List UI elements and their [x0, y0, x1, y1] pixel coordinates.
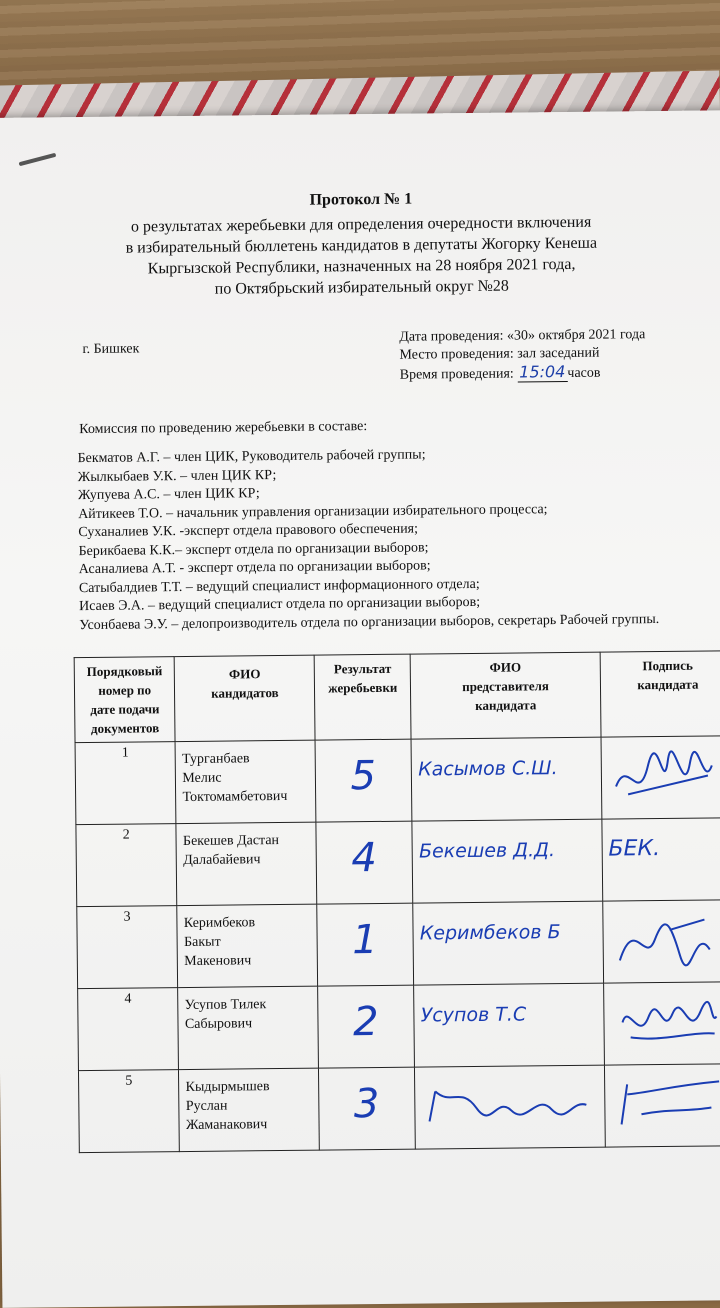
time-prefix: Время проведения:	[399, 366, 514, 383]
candidate-signature	[601, 736, 720, 819]
draw-result	[317, 903, 414, 986]
signature-scribble	[421, 1075, 592, 1137]
candidate-signature	[602, 818, 720, 901]
document-title: Протокол № 1	[309, 190, 413, 209]
subtitle-line: о результатах жеребьевки для определения очередности включения	[130, 213, 592, 236]
candidate-name: Керимбеков Бакыт Макенович	[177, 904, 318, 987]
header-signature: Подпись кандидата	[600, 651, 720, 737]
subtitle-line: в избирательный бюллетень кандидатов в депутаты Жогорку Кенеша	[125, 234, 598, 257]
row-number: 2	[76, 824, 177, 907]
header-name: ФИО кандидатов	[175, 655, 316, 741]
representative-handwritten: Керимбеков Б	[419, 921, 561, 945]
commission-members	[77, 444, 659, 635]
signature-handwritten: БЕК.	[608, 836, 661, 862]
table-row	[78, 982, 720, 1071]
protocol-document	[0, 110, 720, 1308]
member-line: Берикбаева К.К.– эксперт отдела по организации выборов;	[78, 539, 429, 559]
member-line: Асаналиева А.Т. - эксперт отдела по организации выборов;	[78, 558, 431, 578]
signature-scribble	[611, 1073, 720, 1134]
member-line: Усонбаева Э.У. – делопроизводитель отдела по организации выборов, секретарь Рабочей группы.	[79, 611, 660, 633]
table-row	[77, 900, 720, 989]
candidate-name: Турганбаев Мелис Токтомамбетович	[175, 740, 316, 823]
row-number: 1	[75, 742, 176, 825]
result-handwritten: 3	[353, 1080, 381, 1128]
member-line: Жупуева А.С. – член ЦИК КР;	[77, 486, 260, 504]
table-row	[75, 736, 720, 825]
subtitle-line: по Октябрьский избирательный округ №28	[214, 277, 509, 298]
subtitle-line: Кыргызской Республики, назначенных на 28 ноября 2021 года,	[147, 255, 576, 278]
header-representative: ФИО представителя кандидата	[410, 652, 600, 739]
representative-name	[412, 819, 602, 903]
candidate-name: Бекешев Дастан Далабайевич	[176, 822, 317, 905]
representative-name	[415, 1065, 605, 1149]
signature-scribble	[607, 745, 718, 806]
city-label: г. Бишкек	[82, 341, 140, 358]
table-header-row	[74, 651, 720, 743]
candidate-signature	[603, 900, 720, 983]
date-line: Дата проведения: «30» октября 2021 года	[399, 327, 646, 345]
representative-handwritten: Касымов С.Ш.	[418, 757, 558, 781]
member-line: Суханалиев У.К. -эксперт отдела правового обеспечения;	[78, 521, 419, 541]
row-number: 3	[77, 906, 178, 989]
member-line: Айтикеев Т.О. – начальник управления организации избирательного процесса;	[78, 501, 548, 522]
draw-results-table	[74, 650, 720, 1153]
result-handwritten: 2	[352, 998, 380, 1046]
representative-handwritten: Усупов Т.С	[420, 1003, 527, 1027]
member-line: Исаев Э.А. – ведущий специалист отдела по организации выборов;	[79, 594, 481, 615]
result-handwritten: 4	[351, 834, 379, 882]
draw-result	[318, 985, 415, 1068]
draw-result	[316, 821, 413, 904]
representative-name	[411, 737, 601, 821]
header-result: Результат жеребьевки	[314, 654, 411, 740]
result-handwritten: 1	[351, 916, 379, 964]
time-suffix: часов	[567, 365, 601, 381]
member-line: Бекматов А.Г. – член ЦИК, Руководитель рабочей группы;	[77, 447, 426, 467]
row-number: 4	[78, 988, 179, 1071]
representative-handwritten: Бекешев Д.Д.	[418, 839, 556, 863]
draw-result	[319, 1067, 416, 1150]
signature-scribble	[609, 909, 720, 970]
draw-result	[315, 739, 412, 822]
candidate-signature	[604, 1064, 720, 1147]
candidate-name: Усупов Тилек Сабырович	[178, 986, 319, 1069]
result-handwritten: 5	[350, 752, 378, 800]
row-number: 5	[78, 1070, 179, 1153]
commission-title: Комиссия по проведению жеребьевки в составе:	[79, 419, 368, 438]
member-line: Сатыбалдиев Т.Т. – ведущий специалист информационного отдела;	[78, 576, 480, 596]
time-handwritten: 15:04	[517, 362, 567, 383]
candidate-signature	[603, 982, 720, 1065]
representative-name	[414, 983, 604, 1067]
table-row	[78, 1064, 720, 1153]
member-line: Жылкыбаев У.К. – член ЦИК КР;	[77, 467, 277, 485]
document-subtitle	[0, 210, 720, 302]
meeting-details	[399, 326, 646, 385]
time-line	[400, 362, 646, 385]
signature-scribble	[610, 991, 720, 1052]
place-line: Место проведения: зал заседаний	[399, 345, 600, 363]
representative-name	[413, 901, 603, 985]
pen-mark	[19, 153, 57, 166]
table-row	[76, 818, 720, 907]
candidate-name: Кыдырмышев Руслан Жаманакович	[179, 1068, 320, 1151]
header-num: Порядковый номер по дате подачи документов	[74, 657, 175, 743]
